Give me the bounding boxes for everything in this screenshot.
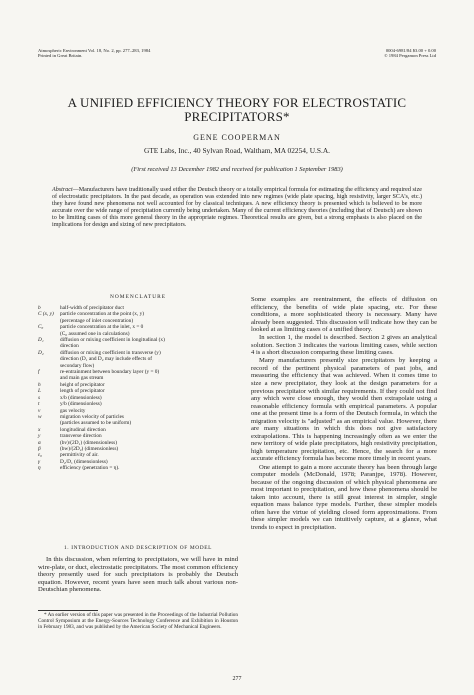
received-dates: (First received 13 December 1982 and received for publication 1 September 1983) <box>131 166 343 173</box>
print-location: Printed in Great Britain. <box>38 53 83 59</box>
nomenclature-definition: (bw)/(2D₂) (dimensionless) <box>60 445 119 452</box>
nomenclature-definition: re-entrainment between boundary layer (y = 0) <box>60 369 160 376</box>
author-name: GENE COOPERMAN <box>193 133 281 142</box>
section-heading: 1. INTRODUCTION AND DESCRIPTION OF MODEL <box>64 545 212 551</box>
nomenclature-definition: y/b (dimensionless) <box>60 401 102 408</box>
section-intro-text: In this discussion, when referring to precipitators, we will have in mind wire-plate, or duct, electrostatic precipitators. The most common efficiency theory presently used for such precipitators is probably the Deutsch equation. However, recent years have seen much talk about various non-Deutschian phenomena. <box>38 556 238 594</box>
nomenclature-symbol: b <box>38 305 41 311</box>
paragraph: Many manufacturers presently size precipitators by keeping a record of the pertinent physical parameters of past jobs, and measuring the efficiency that was achieved. When it comes time to size a new precipitator, they look at the design parameters for a previous precipitator with similar requirements. If they could not find any which were close enough, they would then extrapolate using a reasonable efficiency formula with empirical parameters. A popular one at the present time is a form of the Deutsch formula, in which the migration velocity is "adjusted" as an empirical value. However, there are many situations in which this does not give satisfactory extrapolations. This is happening increasingly often as we enter the new territory of wide plate precipitators, high resistivity precipitation, high temperature precipitation, etc. Hence, the search for a more accurate efficiency formula has become more timely in recent years. <box>251 357 437 463</box>
nomenclature-definition: diffusion or mixing coefficient in longitudinal (x) <box>60 337 165 344</box>
nomenclature-row <box>38 465 238 471</box>
abstract <box>52 187 422 230</box>
nomenclature-symbol: h <box>38 381 41 388</box>
author-affiliation: GTE Labs, Inc., 40 Sylvan Road, Waltham, MA 02254, U.S.A. <box>143 146 331 155</box>
abstract-label: Abstract <box>52 187 73 193</box>
nomenclature-definition: migration velocity of particles <box>60 413 124 420</box>
nomenclature-symbol: γ <box>38 458 41 465</box>
nomenclature-definition: particle concentration at the inlet, x = 0 <box>60 324 144 331</box>
nomenclature-symbol: β <box>38 445 41 452</box>
nomenclature-definition: gas velocity <box>60 407 86 414</box>
nomenclature-symbol: ε₀ <box>38 452 42 459</box>
nomenclature-symbol: y <box>38 433 41 440</box>
nomenclature-definition: (percentage of inlet concentration) <box>60 317 134 324</box>
nomenclature-definition: longitudinal direction <box>60 426 106 433</box>
paragraph: In section 1, the model is described. Section 2 gives an analytical solution. Section 3 indicates the various limiting cases, while section 4 is a short discussion comparing these limiting cases. <box>251 334 437 357</box>
right-column <box>251 296 437 532</box>
nomenclature-definition: particle concentration at the point (x, y) <box>60 311 144 318</box>
nomenclature-definition: half-width of precipitator duct <box>60 305 124 311</box>
nomenclature-definition: direction (D₁ and D₂ may include effects of <box>60 356 152 363</box>
nomenclature-definition: height of precipitator <box>60 381 105 388</box>
nomenclature-definition: and main gas stream <box>60 375 104 382</box>
nomenclature-definition: D₂/D₁ (dimensionless) <box>60 458 108 465</box>
nomenclature-definition: (particles assumed to be uniform) <box>60 420 132 427</box>
nomenclature-symbol: C₀ <box>38 324 44 331</box>
footnote: * An earlier version of this paper was presented in the Proceedings of the Industrial Pollution Control Symposium at the Energy-Sources Technology Conference and Exhibition in Houston in February 1983, and was published by the American Society of Mechanical Engineers. <box>38 612 238 631</box>
nomenclature-symbol: η <box>38 465 41 472</box>
nomenclature-definition: transverse direction <box>60 433 102 440</box>
nomenclature-heading: NOMENCLATURE <box>109 294 167 300</box>
nomenclature-symbol: v <box>38 407 41 414</box>
nomenclature-symbol: L <box>38 388 41 395</box>
page-number: 277 <box>232 676 242 682</box>
nomenclature-symbol: α <box>38 439 41 446</box>
nomenclature-symbol: w <box>38 413 42 420</box>
nomenclature-symbol: x <box>38 426 41 433</box>
paragraph: One attempt to gain a more accurate theory has been through large computer models (McDonald, 1978; Paranjpe, 1978). However, because of the ongoing discussion of which physical phenomena are most important to precipitation, and how these phenomena should be taken into account, there is still great interest in simpler, single equation mass balance type models. Further, these simpler models often have the virtue of yielding closed form approximations. From these simpler models we can intuitively capture, at a glance, what trends to expect in precipitation. <box>251 463 437 531</box>
abstract-text: —Manufacturers have traditionally used either the Deutsch theory or a totally empirical formula for estimating the efficiency and required size of electrostatic precipitators. In the past decade, as operation was extended into new regimes (wide plate spacing, high resistivity, larger SCA's, etc.) they have found new phenomena not well accounted for by classical techniques. A new efficiency theory is presented which is believed to be more accurate over the wide range of precipitation currently being undertaken. Many of the current efficiency theories (including that of Deutsch) are shown to be limiting cases of this more general theory in the appropriate regimes. Theoretical results are given, but a strong emphasis is also placed on the implications for design and sizing of new precipitators. <box>52 187 422 229</box>
issn-price: 0004-6981/84 $3.00 + 0.00 <box>385 48 436 53</box>
nomenclature-definition: x/b (dimensionless) <box>60 394 102 401</box>
nomenclature-symbol: t <box>38 401 40 408</box>
nomenclature-definition: (bv)/(2D₁) (dimensionless) <box>60 439 118 446</box>
journal-line: Atmospheric Environment Vol. 18, No. 2, pp. 277–283, 1984 <box>38 48 151 53</box>
copyright-block <box>276 48 436 59</box>
nomenclature-symbol: s <box>38 394 41 401</box>
journal-citation <box>38 48 218 59</box>
nomenclature-symbol: C (x, y) <box>38 311 54 318</box>
nomenclature-symbol: D₂ <box>38 349 44 356</box>
nomenclature-definition: direction <box>60 343 79 350</box>
paragraph: Some examples are reentrainment, the effects of diffusion on efficiency, the benefits of wide plate spacing, etc. For these conditions, a more sophisticated theory is necessary. Many have already been suggested. This discussion will indicate how they can be looked at as limiting cases of a unified theory. <box>251 296 437 334</box>
copyright-line: © 1984 Pergamon Press Ltd <box>384 53 436 59</box>
nomenclature-definition: (C₀ assumed one in calculations) <box>60 330 130 337</box>
nomenclature-definition: efficiency (penetration = η). <box>60 465 120 472</box>
nomenclature-definition: length of precipitator <box>60 388 105 395</box>
nomenclature-list <box>38 305 238 472</box>
footnote-rule <box>38 610 98 611</box>
nomenclature-definition: permittivity of air. <box>60 452 99 459</box>
paper-title: A UNIFIED EFFICIENCY THEORY FOR ELECTROSTATIC PRECIPITATORS* <box>67 95 407 124</box>
nomenclature-symbol: f <box>38 369 40 376</box>
nomenclature-symbol: D₁ <box>38 337 44 344</box>
nomenclature-definition: secondary flow) <box>60 362 95 369</box>
nomenclature-definition: diffusion or mixing coefficient in transverse (y) <box>60 349 161 356</box>
